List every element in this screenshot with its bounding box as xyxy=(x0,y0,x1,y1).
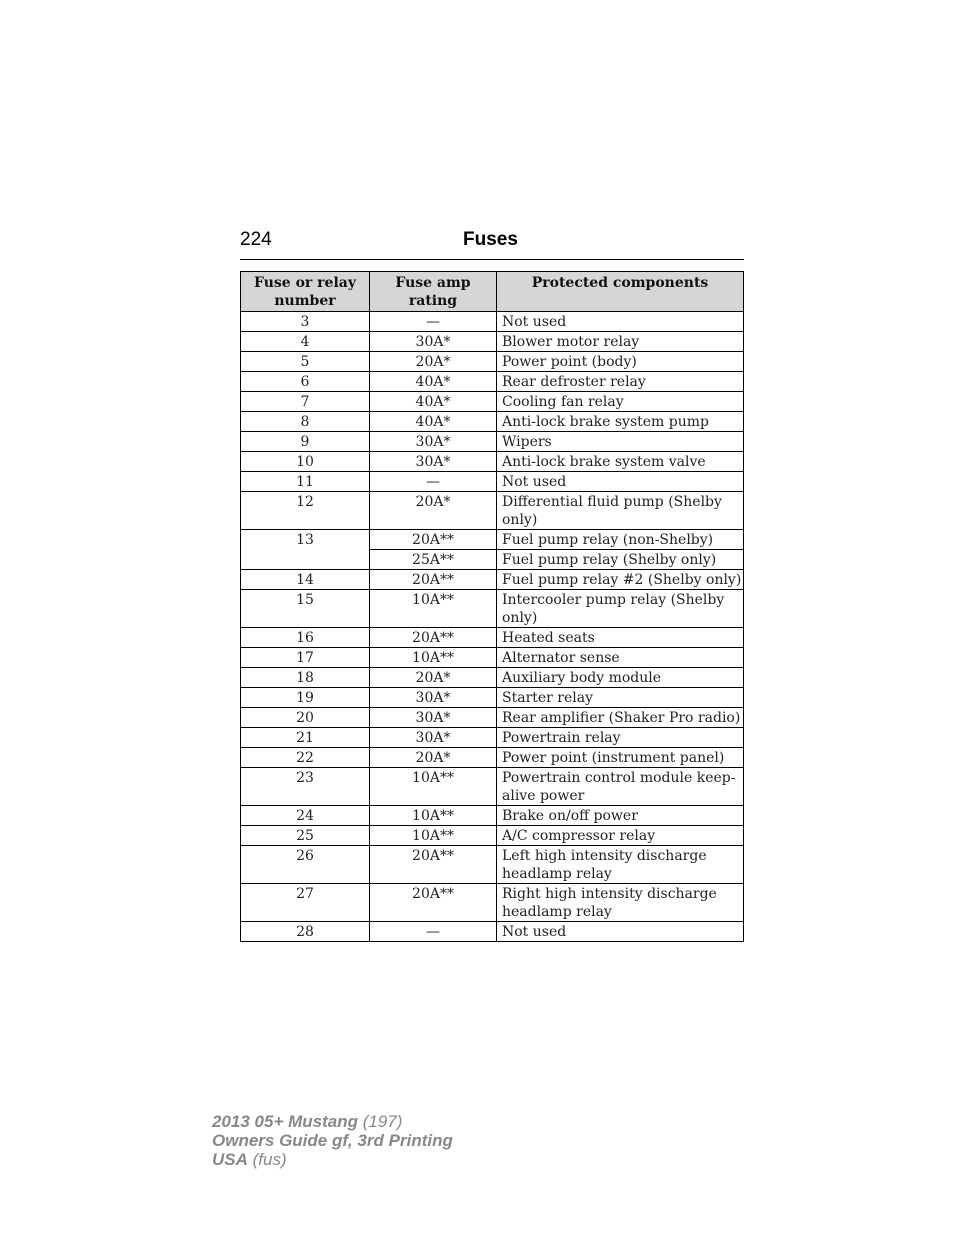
table-row xyxy=(241,708,744,728)
table-row xyxy=(241,922,744,942)
protected-component: A/C compressor relay xyxy=(497,826,744,846)
fuse-amp-rating: 30A* xyxy=(370,432,497,452)
fuse-amp-rating: 20A** xyxy=(370,530,497,550)
protected-component: Rear defroster relay xyxy=(497,372,744,392)
fuse-number: 20 xyxy=(241,708,370,728)
page-footer xyxy=(212,1112,453,1169)
protected-component: Anti-lock brake system pump xyxy=(497,412,744,432)
protected-component: Not used xyxy=(497,472,744,492)
page-title: Fuses xyxy=(463,229,518,250)
table-row xyxy=(241,728,744,748)
fuse-amp-rating: 10A** xyxy=(370,648,497,668)
fuse-number: 21 xyxy=(241,728,370,748)
footer-guide: Owners Guide gf, 3rd Printing xyxy=(212,1131,453,1150)
fuse-amp-rating: 25A** xyxy=(370,550,497,570)
fuse-amp-rating: 10A** xyxy=(370,826,497,846)
fuse-number: 7 xyxy=(241,392,370,412)
table-row xyxy=(241,668,744,688)
table-row xyxy=(241,648,744,668)
protected-component: Intercooler pump relay (Shelby only) xyxy=(497,590,744,628)
fuse-number: 13 xyxy=(241,530,370,570)
fuse-number: 22 xyxy=(241,748,370,768)
protected-component: Power point (body) xyxy=(497,352,744,372)
protected-component: Auxiliary body module xyxy=(497,668,744,688)
fuse-number: 18 xyxy=(241,668,370,688)
protected-component: Left high intensity discharge headlamp relay xyxy=(497,846,744,884)
protected-component: Powertrain control module keep-alive power xyxy=(497,768,744,806)
fuse-amp-rating: 20A* xyxy=(370,492,497,530)
table-row xyxy=(241,806,744,826)
fuse-amp-rating: — xyxy=(370,312,497,332)
table-row xyxy=(241,768,744,806)
protected-component: Differential fluid pump (Shelby only) xyxy=(497,492,744,530)
protected-component: Anti-lock brake system valve xyxy=(497,452,744,472)
protected-component: Fuel pump relay (Shelby only) xyxy=(497,550,744,570)
fuse-amp-rating: 20A** xyxy=(370,570,497,590)
table-row xyxy=(241,826,744,846)
fuse-amp-rating: 10A** xyxy=(370,590,497,628)
protected-component: Brake on/off power xyxy=(497,806,744,826)
fuse-amp-rating: 30A* xyxy=(370,452,497,472)
footer-section-code: (fus) xyxy=(252,1150,287,1169)
fuse-amp-rating: 20A** xyxy=(370,628,497,648)
table-row xyxy=(241,570,744,590)
fuse-number: 19 xyxy=(241,688,370,708)
table-row xyxy=(241,332,744,352)
table-row xyxy=(241,372,744,392)
footer-line-1 xyxy=(212,1112,453,1131)
table-row xyxy=(241,530,744,550)
fuse-number: 5 xyxy=(241,352,370,372)
page-header xyxy=(240,229,744,260)
footer-model: 2013 05+ Mustang xyxy=(212,1112,358,1131)
fuse-amp-rating: 30A* xyxy=(370,332,497,352)
fuse-amp-rating: — xyxy=(370,472,497,492)
table-body xyxy=(241,312,744,942)
fuse-amp-rating: 40A* xyxy=(370,412,497,432)
fuse-amp-rating: 20A* xyxy=(370,352,497,372)
protected-component: Powertrain relay xyxy=(497,728,744,748)
fuse-amp-rating: 30A* xyxy=(370,728,497,748)
fuse-amp-rating: 30A* xyxy=(370,688,497,708)
protected-component: Rear amplifier (Shaker Pro radio) xyxy=(497,708,744,728)
protected-component: Wipers xyxy=(497,432,744,452)
fuse-number: 16 xyxy=(241,628,370,648)
protected-component: Alternator sense xyxy=(497,648,744,668)
fuse-amp-rating: — xyxy=(370,922,497,942)
table-row xyxy=(241,312,744,332)
fuse-number: 3 xyxy=(241,312,370,332)
fuse-table xyxy=(240,271,744,942)
fuse-number: 15 xyxy=(241,590,370,628)
protected-component: Fuel pump relay #2 (Shelby only) xyxy=(497,570,744,590)
fuse-amp-rating: 10A** xyxy=(370,768,497,806)
protected-component: Cooling fan relay xyxy=(497,392,744,412)
table-row xyxy=(241,884,744,922)
table-row xyxy=(241,412,744,432)
fuse-number: 28 xyxy=(241,922,370,942)
fuse-amp-rating: 40A* xyxy=(370,392,497,412)
column-header-number: Fuse or relay number xyxy=(241,272,370,312)
fuse-amp-rating: 30A* xyxy=(370,708,497,728)
footer-line-3 xyxy=(212,1150,453,1169)
fuse-amp-rating: 10A** xyxy=(370,806,497,826)
fuse-number: 17 xyxy=(241,648,370,668)
table-row xyxy=(241,590,744,628)
fuse-number: 9 xyxy=(241,432,370,452)
fuse-number: 27 xyxy=(241,884,370,922)
table-row xyxy=(241,688,744,708)
footer-page-code: (197) xyxy=(362,1112,403,1131)
fuse-amp-rating: 20A* xyxy=(370,748,497,768)
protected-component: Starter relay xyxy=(497,688,744,708)
fuse-number: 25 xyxy=(241,826,370,846)
table-row xyxy=(241,352,744,372)
fuse-amp-rating: 40A* xyxy=(370,372,497,392)
protected-component: Not used xyxy=(497,922,744,942)
table-row xyxy=(241,492,744,530)
table-row xyxy=(241,846,744,884)
fuse-number: 6 xyxy=(241,372,370,392)
fuse-number: 11 xyxy=(241,472,370,492)
fuse-number: 24 xyxy=(241,806,370,826)
fuse-number: 14 xyxy=(241,570,370,590)
fuse-amp-rating: 20A* xyxy=(370,668,497,688)
fuse-number: 8 xyxy=(241,412,370,432)
fuse-number: 12 xyxy=(241,492,370,530)
column-header-components: Protected components xyxy=(497,272,744,312)
protected-component: Fuel pump relay (non-Shelby) xyxy=(497,530,744,550)
protected-component: Heated seats xyxy=(497,628,744,648)
table-row xyxy=(241,628,744,648)
column-header-amp: Fuse amp rating xyxy=(370,272,497,312)
fuse-number: 26 xyxy=(241,846,370,884)
fuse-number: 23 xyxy=(241,768,370,806)
footer-line-2 xyxy=(212,1131,453,1150)
fuse-amp-rating: 20A** xyxy=(370,846,497,884)
table-row xyxy=(241,472,744,492)
table-row xyxy=(241,392,744,412)
protected-component: Not used xyxy=(497,312,744,332)
fuse-number: 10 xyxy=(241,452,370,472)
protected-component: Right high intensity discharge headlamp relay xyxy=(497,884,744,922)
table-header-row xyxy=(241,272,744,312)
protected-component: Power point (instrument panel) xyxy=(497,748,744,768)
table-row xyxy=(241,748,744,768)
footer-market: USA xyxy=(212,1150,248,1169)
fuse-amp-rating: 20A** xyxy=(370,884,497,922)
table-row xyxy=(241,432,744,452)
fuse-number: 4 xyxy=(241,332,370,352)
page-number: 224 xyxy=(240,229,272,250)
protected-component: Blower motor relay xyxy=(497,332,744,352)
table-row xyxy=(241,452,744,472)
